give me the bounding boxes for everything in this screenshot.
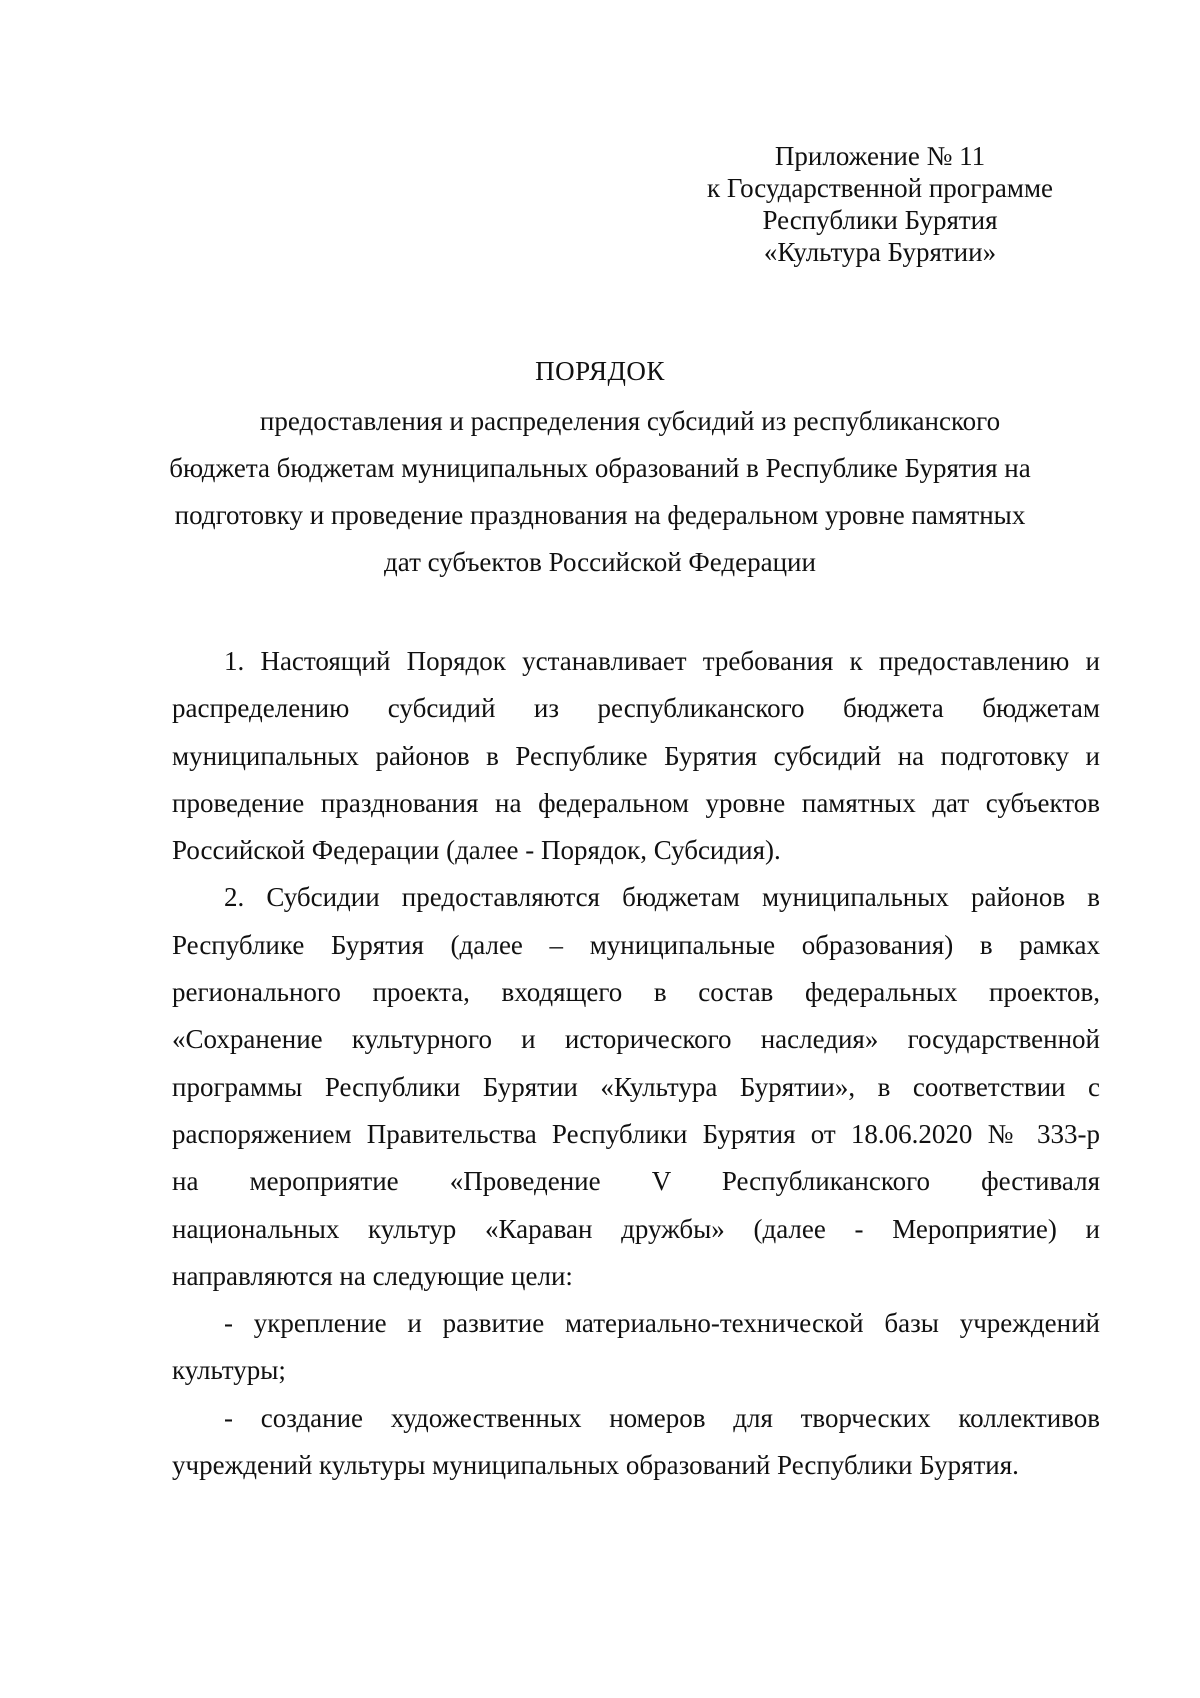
subtitle-line: бюджета бюджетам муниципальных образований в Республике Бурятия на [169,453,1031,483]
paragraph-line: культуры; [172,1355,286,1386]
paragraph-line: Российской Федерации (далее - Порядок, Субсидия). [172,835,781,866]
paragraph-line: на мероприятие «Проведение V Республиканского фестиваля [172,1166,1100,1197]
paragraph-line: направляются на следующие цели: [172,1260,573,1291]
paragraph-line: Республике Бурятия (далее – муниципальные образования) в рамках [172,929,1100,960]
paragraph-line: - укрепление и развитие материально-технической базы учреждений [224,1308,1100,1339]
paragraph-line: программы Республики Бурятии «Культура Бурятии», в соответствии с [172,1071,1100,1102]
subtitle-line: предоставления и распределения субсидий из республиканского [259,406,1001,436]
appendix-line: Республики Бурятия [762,205,998,235]
document-title: ПОРЯДОК [535,356,665,386]
paragraph-line: проведение празднования на федеральном уровне памятных дат субъектов [172,787,1100,818]
paragraph-line: распределению субсидий из республиканского бюджета бюджетам [172,693,1100,724]
paragraph-line: регионального проекта, входящего в состав федеральных проектов, [172,977,1100,1008]
appendix-line: Приложение № 11 [774,141,986,171]
document-body [172,638,1100,1489]
paragraph-line: - создание художественных номеров для творческих коллективов [224,1402,1100,1433]
appendix-line: «Культура Бурятии» [763,237,997,267]
paragraph-line: 1. Настоящий Порядок устанавливает требования к предоставлению и [224,646,1100,676]
paragraph-line: «Сохранение культурного и исторического наследия» государственной [172,1024,1100,1055]
document-subtitle [0,398,1200,586]
paragraph-line: 2. Субсидии предоставляются бюджетам муниципальных районов в [224,882,1100,913]
appendix-header [650,140,1110,268]
paragraph-line: распоряжением Правительства Республики Бурятия от 18.06.2020 № 333-р [172,1118,1100,1149]
subtitle-line: подготовку и проведение празднования на федеральном уровне памятных [174,500,1026,530]
subtitle-line: дат субъектов Российской Федерации [384,547,816,577]
paragraph-line: муниципальных районов в Республике Бурятия субсидий на подготовку и [172,740,1100,771]
paragraph-line: национальных культур «Караван дружбы» (далее - Мероприятие) и [172,1213,1100,1244]
appendix-line: к Государственной программе [706,173,1054,203]
paragraph-line: учреждений культуры муниципальных образований Республики Бурятия. [172,1450,1019,1481]
